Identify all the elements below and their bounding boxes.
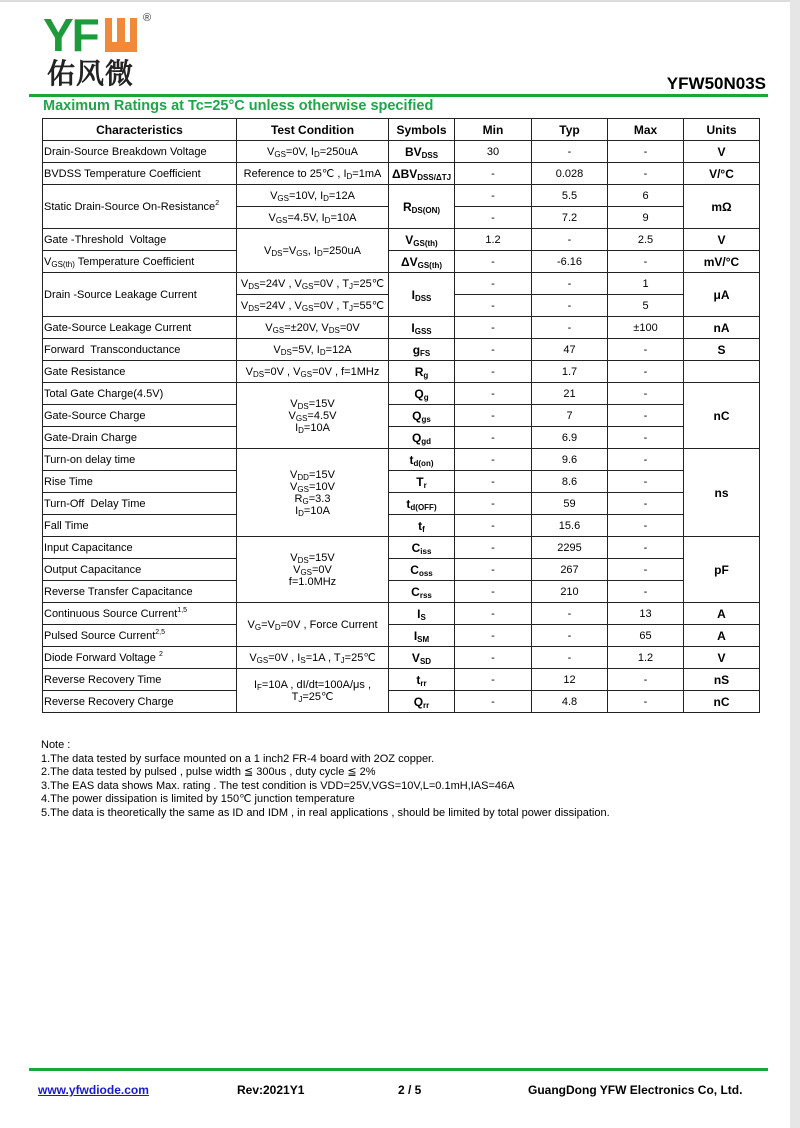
test-condition: $V_{DS}=15V$ $V_{GS}=4.5V$ $I_D=10A$ xyxy=(237,383,389,449)
symbol: $C_{oss}$ xyxy=(389,559,455,581)
symbol: $t_{d(OFF)}$ xyxy=(389,493,455,515)
header-divider xyxy=(29,94,768,97)
unit: pF xyxy=(684,537,760,603)
note-item: 4.The power dissipation is limited by 150℃ junction temperature xyxy=(41,793,355,805)
unit: nC xyxy=(684,383,760,449)
characteristic: BVDSS Temperature Coefficient xyxy=(43,163,237,185)
logo-w-mark-icon xyxy=(105,18,137,52)
typ-value: 1.7 xyxy=(532,361,608,383)
footer-page-number: 2 / 5 xyxy=(398,1083,422,1097)
characteristic: Pulsed Source Current$^{2,5}$ xyxy=(43,625,237,647)
unit: μA xyxy=(684,273,760,317)
min-value: - xyxy=(455,317,532,339)
table-header-row xyxy=(43,119,760,141)
notes-heading: Note : xyxy=(41,739,71,751)
typ-value: 2295 xyxy=(532,537,608,559)
website-link[interactable]: www.yfwdiode.com xyxy=(38,1083,149,1097)
table-row xyxy=(43,141,760,163)
typ-value: 6.9 xyxy=(532,427,608,449)
typ-value: 5.5 xyxy=(532,185,608,207)
symbol: $\Delta V_{GS(th)}$ xyxy=(389,251,455,273)
characteristic: Turn-on delay time xyxy=(43,449,237,471)
table-row xyxy=(43,339,760,361)
unit: mΩ xyxy=(684,185,760,229)
table-row xyxy=(43,581,760,603)
max-value: - xyxy=(608,537,684,559)
unit: A xyxy=(684,603,760,625)
test-condition: $V_{DS}=V_{GS}$, $I_D=250uA$ xyxy=(237,229,389,273)
characteristic: Turn-Off Delay Time xyxy=(43,493,237,515)
symbol: $I_{DSS}$ xyxy=(389,273,455,317)
col-min: Min xyxy=(455,119,532,141)
characteristic: Gate-Source Charge xyxy=(43,405,237,427)
symbol: $t_{d(on)}$ xyxy=(389,449,455,471)
max-value: 6 xyxy=(608,185,684,207)
table-row xyxy=(43,647,760,669)
logo-letters: YF xyxy=(43,9,98,61)
max-value: - xyxy=(608,163,684,185)
footer-company: GuangDong YFW Electronics Co, Ltd. xyxy=(528,1083,743,1097)
min-value: - xyxy=(455,559,532,581)
min-value: - xyxy=(455,383,532,405)
table-row xyxy=(43,251,760,273)
test-condition: $V_G=V_D=0V$ , Force Current xyxy=(237,603,389,647)
characteristic: Total Gate Charge(4.5V) xyxy=(43,383,237,405)
company-logo xyxy=(43,9,163,92)
table-row xyxy=(43,383,760,405)
min-value: - xyxy=(455,471,532,493)
min-value: - xyxy=(455,515,532,537)
test-condition: $V_{GS}=0V$ , $I_S=1A$ , $T_J=25℃$ xyxy=(237,647,389,669)
symbol: $R_{DS(ON)}$ xyxy=(389,185,455,229)
min-value: - xyxy=(455,405,532,427)
test-condition: $V_{DS}=5V$, $I_D=12A$ xyxy=(237,339,389,361)
table-row xyxy=(43,691,760,713)
typ-value: 0.028 xyxy=(532,163,608,185)
typ-value: 21 xyxy=(532,383,608,405)
logo-chinese-name: 佑风微 xyxy=(47,57,135,90)
characteristic: Gate-Source Leakage Current xyxy=(43,317,237,339)
table-row xyxy=(43,603,760,625)
symbol: $Q_g$ xyxy=(389,383,455,405)
table-row xyxy=(43,669,760,691)
symbol: $\Delta BV_{DSS/\Delta TJ}$ xyxy=(389,163,455,185)
max-value: - xyxy=(608,691,684,713)
typ-value: - xyxy=(532,647,608,669)
max-value: - xyxy=(608,669,684,691)
min-value: 1.2 xyxy=(455,229,532,251)
min-value: - xyxy=(455,361,532,383)
typ-value: - xyxy=(532,295,608,317)
typ-value: -6.16 xyxy=(532,251,608,273)
note-item: 5.The data is theoretically the same as ID and IDM , in real applications , should be limited by total power dissipation. xyxy=(41,806,610,819)
typ-value: - xyxy=(532,273,608,295)
table-row xyxy=(43,361,760,383)
min-value: - xyxy=(455,251,532,273)
characteristic: Forward Transconductance xyxy=(43,339,237,361)
table-row xyxy=(43,405,760,427)
characteristic: Rise Time xyxy=(43,471,237,493)
min-value: - xyxy=(455,581,532,603)
typ-value: - xyxy=(532,141,608,163)
max-value: - xyxy=(608,471,684,493)
min-value: - xyxy=(455,537,532,559)
page-edge xyxy=(0,0,800,2)
max-value: 13 xyxy=(608,603,684,625)
part-number: YFW50N03S xyxy=(666,74,766,93)
table-row xyxy=(43,493,760,515)
test-condition: $V_{DS}=24V$ , $V_{GS}=0V$ , $T_J=55℃$ xyxy=(237,295,389,317)
typ-value: 210 xyxy=(532,581,608,603)
max-value: 9 xyxy=(608,207,684,229)
table-row xyxy=(43,163,760,185)
characteristic: Fall Time xyxy=(43,515,237,537)
unit: nA xyxy=(684,317,760,339)
symbol: $V_{GS(th)}$ xyxy=(389,229,455,251)
typ-value: 8.6 xyxy=(532,471,608,493)
symbol: $t_{rr}$ xyxy=(389,669,455,691)
min-value: - xyxy=(455,691,532,713)
registered-mark: ® xyxy=(143,12,152,24)
test-condition: $V_{DS}=0V$ , $V_{GS}=0V$ , f=1MHz xyxy=(237,361,389,383)
symbol: $C_{rss}$ xyxy=(389,581,455,603)
typ-value: 7.2 xyxy=(532,207,608,229)
unit: mV/°C xyxy=(684,251,760,273)
footer-divider xyxy=(29,1068,768,1071)
characteristic: Input Capacitance xyxy=(43,537,237,559)
symbol: $Q_{rr}$ xyxy=(389,691,455,713)
max-value: - xyxy=(608,449,684,471)
unit: V xyxy=(684,229,760,251)
min-value: - xyxy=(455,185,532,207)
note-item: 2.The data tested by pulsed , pulse width ≦ 300us , duty cycle ≦ 2% xyxy=(41,766,376,778)
min-value: - xyxy=(455,625,532,647)
symbol: $I_{GSS}$ xyxy=(389,317,455,339)
max-value: - xyxy=(608,493,684,515)
test-condition: $I_F=10A$ , dI/dt=100A/μs , $T_J=25℃$ xyxy=(237,669,389,713)
max-value: - xyxy=(608,581,684,603)
characteristic: Reverse Transfer Capacitance xyxy=(43,581,237,603)
min-value: - xyxy=(455,647,532,669)
max-value: 1 xyxy=(608,273,684,295)
max-value: - xyxy=(608,361,684,383)
symbol: $I_S$ xyxy=(389,603,455,625)
symbol: $Q_{gs}$ xyxy=(389,405,455,427)
characteristic: Drain -Source Leakage Current xyxy=(43,273,237,317)
typ-value: 4.8 xyxy=(532,691,608,713)
symbol: $C_{iss}$ xyxy=(389,537,455,559)
min-value: - xyxy=(455,163,532,185)
test-condition: $V_{GS}=0V$, $I_D=250uA$ xyxy=(237,141,389,163)
typ-value: 7 xyxy=(532,405,608,427)
max-value: 65 xyxy=(608,625,684,647)
symbol: $R_g$ xyxy=(389,361,455,383)
table-row xyxy=(43,427,760,449)
footer-website[interactable] xyxy=(38,1083,149,1097)
test-condition: $V_{GS}=4.5V$, $I_D=10A$ xyxy=(237,207,389,229)
symbol: $t_f$ xyxy=(389,515,455,537)
footer-revision: Rev:2021Y1 xyxy=(237,1083,305,1097)
min-value: - xyxy=(455,449,532,471)
min-value: - xyxy=(455,603,532,625)
unit: nS xyxy=(684,669,760,691)
max-value: 1.2 xyxy=(608,647,684,669)
typ-value: 47 xyxy=(532,339,608,361)
min-value: - xyxy=(455,295,532,317)
max-value: 2.5 xyxy=(608,229,684,251)
test-condition: $V_{DS}=24V$ , $V_{GS}=0V$ , $T_J=25℃$ xyxy=(237,273,389,295)
table-row xyxy=(43,273,760,295)
typ-value: 9.6 xyxy=(532,449,608,471)
unit: nC xyxy=(684,691,760,713)
note-item: 1.The data tested by surface mounted on a 1 inch2 FR-4 board with 2OZ copper. xyxy=(41,752,435,765)
max-value: - xyxy=(608,339,684,361)
table-row xyxy=(43,185,760,207)
max-value: - xyxy=(608,559,684,581)
characteristic: Diode Forward Voltage $^2$ xyxy=(43,647,237,669)
max-value: - xyxy=(608,515,684,537)
characteristic: Reverse Recovery Time xyxy=(43,669,237,691)
max-value: - xyxy=(608,383,684,405)
col-characteristics: Characteristics xyxy=(43,119,237,141)
max-value: - xyxy=(608,427,684,449)
max-value: ±100 xyxy=(608,317,684,339)
typ-value: - xyxy=(532,229,608,251)
table-row xyxy=(43,515,760,537)
col-units: Units xyxy=(684,119,760,141)
notes-section xyxy=(41,739,610,820)
characteristic: Gate-Drain Charge xyxy=(43,427,237,449)
min-value: - xyxy=(455,427,532,449)
symbol: $I_{SM}$ xyxy=(389,625,455,647)
unit: S xyxy=(684,339,760,361)
symbol: $Q_{gd}$ xyxy=(389,427,455,449)
note-item: 3.The EAS data shows Max. rating . The test condition is VDD=25V,VGS=10V,L=0.1mH,IAS=46A xyxy=(41,779,515,792)
unit: V/°C xyxy=(684,163,760,185)
typ-value: - xyxy=(532,603,608,625)
max-value: - xyxy=(608,251,684,273)
test-condition: $V_{DS}=15V$ $V_{GS}=0V$ f=1.0MHz xyxy=(237,537,389,603)
col-typ: Typ xyxy=(532,119,608,141)
min-value: - xyxy=(455,207,532,229)
characteristic: Output Capacitance xyxy=(43,559,237,581)
min-value: - xyxy=(455,273,532,295)
section-title: Maximum Ratings at Tc=25°C unless otherwise specified xyxy=(43,98,434,114)
symbol: $BV_{DSS}$ xyxy=(389,141,455,163)
col-max: Max xyxy=(608,119,684,141)
typ-value: 267 xyxy=(532,559,608,581)
symbol: $g_{FS}$ xyxy=(389,339,455,361)
table-row xyxy=(43,625,760,647)
max-value: - xyxy=(608,141,684,163)
characteristic: Continuous Source Current$^{1,5}$ xyxy=(43,603,237,625)
characteristic: Gate -Threshold Voltage xyxy=(43,229,237,251)
symbol: $T_r$ xyxy=(389,471,455,493)
unit: V xyxy=(684,141,760,163)
table-row xyxy=(43,471,760,493)
min-value: - xyxy=(455,493,532,515)
table-row xyxy=(43,537,760,559)
test-condition: $V_{DD}=15V$ $V_{GS}=10V$ $R_G=3.3$ $I_D=10A$ xyxy=(237,449,389,537)
characteristic: $V_{GS(th)}$ Temperature Coefficient xyxy=(43,251,237,273)
unit: V xyxy=(684,647,760,669)
max-value: - xyxy=(608,405,684,427)
viewer-margin xyxy=(790,0,800,1128)
typ-value: 15.6 xyxy=(532,515,608,537)
table-row xyxy=(43,559,760,581)
table-row xyxy=(43,449,760,471)
min-value: - xyxy=(455,669,532,691)
unit: ns xyxy=(684,449,760,537)
characteristic: Drain-Source Breakdown Voltage xyxy=(43,141,237,163)
max-value: 5 xyxy=(608,295,684,317)
test-condition: $V_{GS}=10V$, $I_D=12A$ xyxy=(237,185,389,207)
characteristic: Static Drain-Source On-Resistance$^2$ xyxy=(43,185,237,229)
table-row xyxy=(43,229,760,251)
min-value: 30 xyxy=(455,141,532,163)
col-symbols: Symbols xyxy=(389,119,455,141)
typ-value: 59 xyxy=(532,493,608,515)
typ-value: - xyxy=(532,317,608,339)
test-condition: Reference to 25℃ , $I_D=1mA$ xyxy=(237,163,389,185)
col-test-condition: Test Condition xyxy=(237,119,389,141)
symbol: $V_{SD}$ xyxy=(389,647,455,669)
test-condition: $V_{GS}=\pm 20V$, $V_{DS}=0V$ xyxy=(237,317,389,339)
characteristic: Gate Resistance xyxy=(43,361,237,383)
unit xyxy=(684,361,760,383)
min-value: - xyxy=(455,339,532,361)
typ-value: - xyxy=(532,625,608,647)
characteristic: Reverse Recovery Charge xyxy=(43,691,237,713)
typ-value: 12 xyxy=(532,669,608,691)
ratings-table xyxy=(42,118,760,713)
table-row xyxy=(43,317,760,339)
unit: A xyxy=(684,625,760,647)
